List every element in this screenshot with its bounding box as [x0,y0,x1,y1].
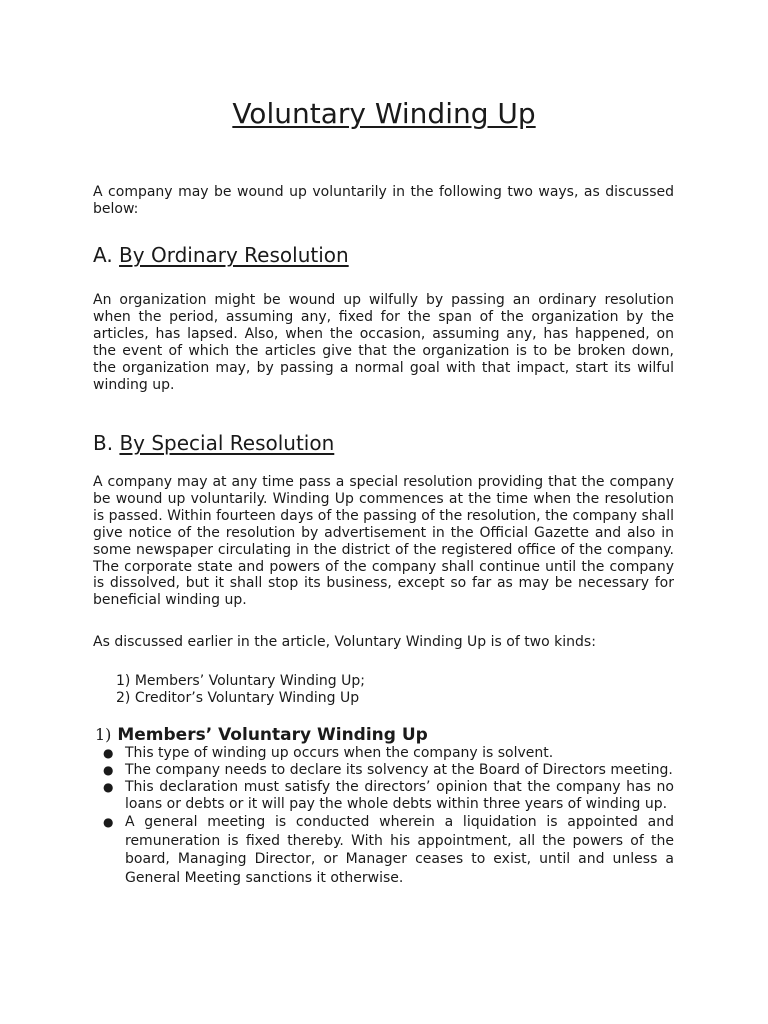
kinds-list [116,673,365,707]
bullet-text: The company needs to declare its solvency at the Board of Directors meeting. [125,762,673,778]
bullet-text: This declaration must satisfy the directors’ opinion that the company has no loans or debts or it will pay the whole debts within three years of winding up. [125,779,674,812]
section-b-heading [93,431,334,455]
bullet-icon: ● [103,780,114,794]
section-a-title: By Ordinary Resolution [119,243,349,267]
list-item: 1) Members’ Voluntary Winding Up; [116,673,365,689]
section-a-body: An organization might be wound up wilfully by passing an ordinary resolution when the period, assuming any, fixed for the span of the organization by the articles, has lapsed. Also, when the occasion, assuming any, has happened, on the event of which the articles give that the organization is to be broken down, the organization may, by passing a normal goal with that impact, start its wilful winding up. [93,292,674,393]
list-item [93,745,674,762]
section-b-title: By Special Resolution [119,431,335,455]
list-item: 2) Creditor’s Voluntary Winding Up [116,690,360,706]
members-number: 1) [95,725,112,744]
bullet-text: A general meeting is conducted wherein a liquidation is appointed and remuneration is fixed thereby. With his appointment, all the powers of the board, Managing Director, or Manager ceases to exist, until and unless a General Meeting sanctions it otherwise. [125,814,674,886]
list-item [93,779,674,813]
bullet-icon: ● [103,746,114,760]
bullet-icon: ● [103,763,114,777]
bullet-text: This type of winding up occurs when the company is solvent. [125,745,554,761]
section-b-body: A company may at any time pass a special resolution providing that the company be wound up voluntarily. Winding Up commences at the time when the resolution is passed. Within fourteen days of the passing of the resolution, the company shall give notice of the resolution by advertisement in the Official Gazette and also in some newspaper circulating in the district of the registered office of the company. The corporate state and powers of the company shall continue until the company is dissolved, but it shall stop its business, except so far as may be necessary for beneficial winding up. [93,474,674,609]
intro-paragraph: A company may be wound up voluntarily in the following two ways, as discussed below: [93,184,674,217]
members-bullets [93,745,674,887]
kinds-intro: As discussed earlier in the article, Voluntary Winding Up is of two kinds: [93,634,596,650]
section-b-prefix: B. [93,431,114,455]
members-heading [95,725,428,745]
list-item [93,813,674,887]
list-item [93,762,674,779]
page-title: Voluntary Winding Up [232,97,536,130]
bullet-icon: ● [103,815,114,829]
section-a-heading [93,243,349,267]
section-a-prefix: A. [93,243,113,267]
members-title: Members’ Voluntary Winding Up [117,725,428,745]
